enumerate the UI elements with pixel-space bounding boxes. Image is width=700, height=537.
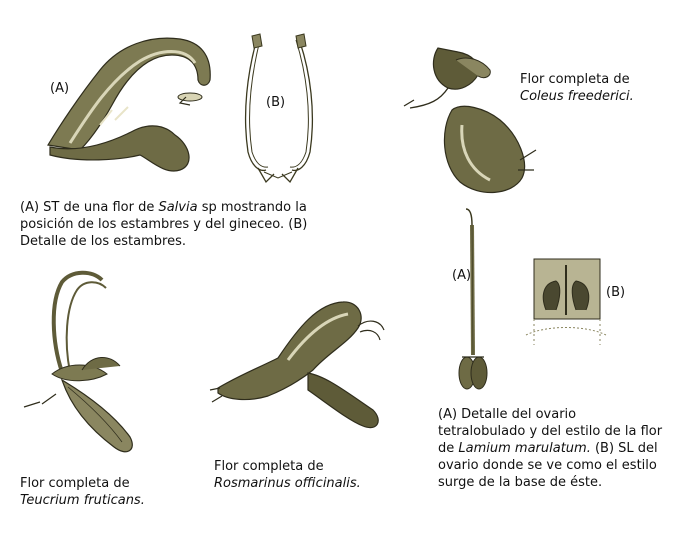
rosmarinus-caption-italic: Rosmarinus officinalis. [214, 476, 361, 491]
teucrium-caption-text: Flor completa de [20, 476, 130, 491]
salvia-label-b: (B) [266, 95, 286, 110]
salvia-caption [20, 199, 350, 250]
salvia-section-illustration [40, 25, 220, 175]
salvia-label-a: (A) [50, 81, 70, 96]
teucrium-caption-italic: Teucrium fruticans. [20, 493, 145, 508]
salvia-caption-text-1: (A) ST de una flor de [20, 200, 159, 215]
coleus-illustration [400, 30, 550, 200]
teucrium-caption [20, 475, 200, 509]
teucrium-illustration [22, 262, 162, 472]
lamium-caption [438, 406, 663, 491]
coleus-caption-italic: Coleus freederici. [520, 89, 634, 104]
rosmarinus-caption-text: Flor completa de [214, 459, 324, 474]
lamium-caption-text-1: (A) Detalle del ovario tetralobulado y del estilo de la flor de [438, 407, 663, 456]
lamium-caption-text-2: (B) SL del ovario donde se ve como el estilo surge de la base de éste. [438, 441, 658, 490]
lamium-caption-italic: Lamium marulatum. [458, 441, 591, 456]
salvia-caption-text-2: sp mostrando la posición de los estambres y del gineceo. (B) Detalle de los estambres. [20, 200, 308, 249]
salvia-caption-italic: Salvia [158, 200, 198, 215]
salvia-stamens-illustration [238, 32, 328, 192]
lamium-label-b: (B) [606, 285, 626, 300]
coleus-caption [520, 71, 680, 105]
lamium-section-illustration [526, 255, 606, 350]
lamium-ovary-illustration [450, 205, 500, 395]
coleus-caption-text: Flor completa de [520, 72, 630, 87]
lamium-label-a: (A) [452, 268, 472, 283]
rosmarinus-caption [214, 458, 404, 492]
rosmarinus-illustration [208, 298, 393, 438]
